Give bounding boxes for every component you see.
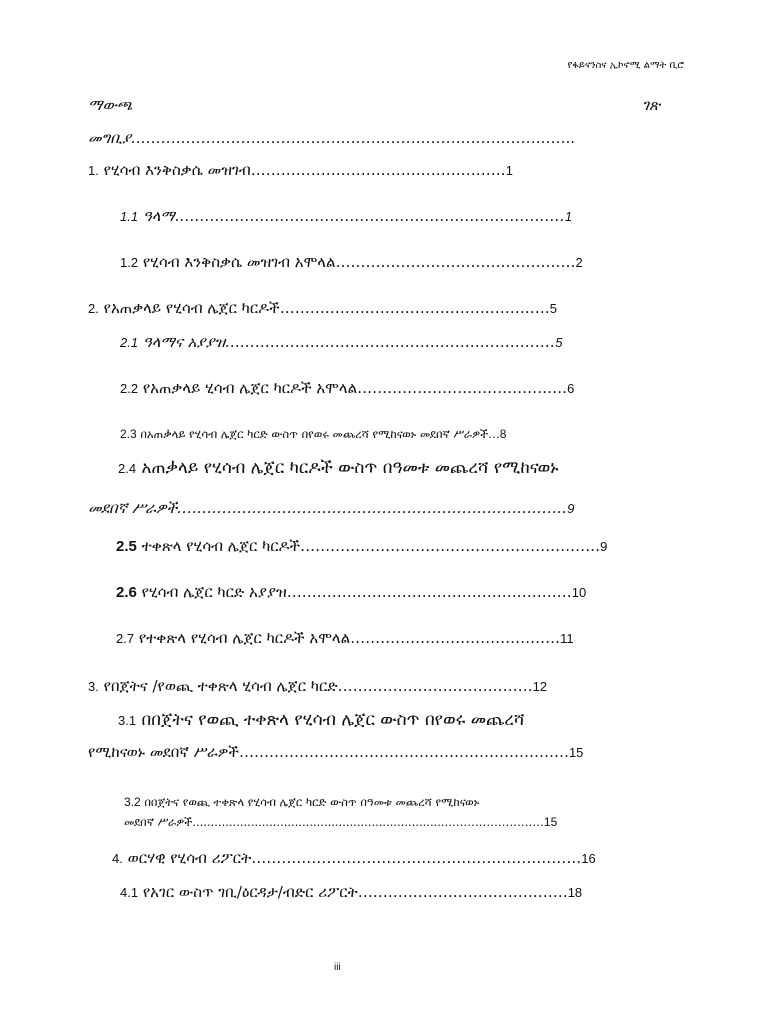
toc-entry-number: 2.1 xyxy=(120,335,139,350)
toc-entry-number: 2. xyxy=(88,301,99,316)
toc-entry-title: የሚከናወኑ መደበኛ ሥራዎች xyxy=(88,743,239,761)
toc-entry-2-4-continued xyxy=(88,498,574,519)
toc-leader-dots: …………………………………………………………………… xyxy=(177,499,568,517)
toc-entry-2-3 xyxy=(120,424,506,444)
toc-entry-title: የሂሳብ እንቅስቃሴ መዝገብ አሞላል xyxy=(142,253,336,271)
toc-entry-number: 1.2 xyxy=(120,255,139,270)
toc-entry-number: 1. xyxy=(88,163,99,178)
toc-entry-3-2-continued xyxy=(124,812,557,832)
toc-entry-2-1 xyxy=(120,332,563,353)
toc-entry-title: የአጠቃላይ የሂሳብ ሌጀር ካርዶች xyxy=(103,299,280,317)
toc-entry-2 xyxy=(88,298,557,319)
toc-leader-dots: ………………………………………………………… xyxy=(238,743,569,761)
toc-title: ማውጫ xyxy=(88,96,133,114)
toc-leader-dots: …………………………………… xyxy=(350,629,561,647)
toc-page-number: 5 xyxy=(555,335,563,350)
toc-entry-number: 2.2 xyxy=(120,381,139,396)
toc-leader-dots: …………………………………………………… xyxy=(300,537,601,555)
toc-leader-dots: ………………………………………………………… xyxy=(251,849,582,867)
toc-entry-2-2 xyxy=(120,378,574,399)
toc-leader-dots: …………………………………… xyxy=(357,883,568,901)
toc-entry-4-1 xyxy=(120,882,582,903)
toc-entry-3-2 xyxy=(124,792,479,812)
running-header: የፋይናንስና ኢኮኖሚ ልማት ቢሮ xyxy=(567,60,684,71)
toc-page-number: 2 xyxy=(575,255,583,270)
toc-entry-2-6 xyxy=(116,582,586,603)
toc-entry-1-2 xyxy=(120,252,583,273)
toc-entry-number: 1.1 xyxy=(120,209,139,224)
toc-entry-intro: መግቢያ…………………………………………………………………………….. xyxy=(88,129,576,147)
toc-entry-title: የሂሳብ ሌጀር ካርድ አያያዝ xyxy=(141,583,287,601)
toc-entry-title: በበጀትና የወጪ ተቀጽላ የሂሳብ ሌጀር ካርድ ውስጥ በዓመቱ መጨረሻ የሚከናወኑ xyxy=(144,795,480,809)
toc-entry-title: በበጀትና የወጪ ተቀጽላ የሂሳብ ሌጀር ውስጥ በየወሩ መጨረሻ xyxy=(141,710,525,730)
toc-page-column-label: ገጽ xyxy=(642,96,660,114)
toc-entry-2-5 xyxy=(116,536,607,557)
toc-entry-title: መደበኛ ሥራዎች xyxy=(124,815,193,829)
toc-leader-dots: ………………………………………………… xyxy=(286,583,572,601)
toc-entry-number: 3. xyxy=(88,679,99,694)
toc-leader-dots: ………………………………………… xyxy=(335,253,576,271)
toc-page-number: 12 xyxy=(532,679,548,694)
toc-entry-1 xyxy=(88,160,513,181)
toc-page-number: 15 xyxy=(568,745,584,760)
toc-entry-number: 2.6 xyxy=(116,584,137,601)
toc-entry-2-4 xyxy=(118,458,559,479)
toc-entry-1-1 xyxy=(120,206,572,227)
toc-leader-dots: …………………………………… xyxy=(357,379,568,397)
toc-page-number: 1 xyxy=(564,209,573,224)
toc-entry-3-1 xyxy=(118,710,524,731)
toc-leader-dots: ………………………………………………………… xyxy=(225,333,556,351)
toc-entry-2-7 xyxy=(116,628,574,649)
toc-entry-3 xyxy=(88,676,547,697)
toc-entry-title: ወርሃዊ የሂሳብ ሪፖርት xyxy=(127,849,252,867)
toc-entry-number: 3.2 xyxy=(124,795,141,809)
toc-entry-number: 4.1 xyxy=(120,885,139,900)
toc-leader-dots: …………………………………………………………………… xyxy=(174,207,565,225)
toc-page-number: 9 xyxy=(567,501,575,516)
toc-entry-title: የአገር ውስጥ ገቢ/ዕርዳታ/ብድር ሪፖርት xyxy=(142,883,358,901)
toc-entry-title: መደበኛ ሥራዎች xyxy=(88,499,178,517)
toc-entry-number: 2.3 xyxy=(120,427,137,441)
toc-page-number: 1 xyxy=(505,163,514,178)
toc-page-number: 8 xyxy=(499,427,507,441)
toc-entry-number: 2.4 xyxy=(118,461,137,476)
toc-page-number: 11 xyxy=(560,631,574,646)
toc-leader-dots: … xyxy=(488,427,500,441)
toc-entry-4 xyxy=(112,848,596,869)
toc-page-number: 15 xyxy=(543,815,558,829)
toc-entry-title: የተቀጽላ የሂሳብ ሌጀር ካርዶች አሞላል xyxy=(138,629,351,647)
toc-entry-number: 3.1 xyxy=(118,713,137,728)
toc-entry-number: 2.7 xyxy=(116,631,135,646)
toc-entry-number: 2.5 xyxy=(116,538,137,555)
toc-page-number: 16 xyxy=(581,851,596,866)
toc-page-number: 6 xyxy=(567,381,575,396)
toc-entry-3-1-continued xyxy=(88,742,583,763)
toc-leader-dots: …………………………………………… xyxy=(250,161,506,179)
toc-leader-dots: .......................................................................…………………… xyxy=(192,815,544,829)
toc-entry-title: ዓላማና አያያዝ xyxy=(142,333,226,351)
toc-page-number: 9 xyxy=(600,539,608,554)
toc-page-number: 5 xyxy=(549,301,557,316)
toc-entry-title: ዓላማ xyxy=(142,207,175,225)
toc-entry-title: ተቀጽላ የሂሳብ ሌጀር ካርዶች xyxy=(141,537,301,555)
toc-entry-title: የበጀትና /የወጪ ተቀጽላ ሂሳብ ሌጀር ካርድ xyxy=(103,677,338,695)
toc-leader-dots: ……………………………………………… xyxy=(279,299,550,317)
toc-entry-title: የአጠቃላይ ሂሳብ ሌጀር ካርዶች አሞላል xyxy=(142,379,358,397)
toc-entry-title: የሂሳብ እንቅስቃሴ መዝገብ xyxy=(103,161,251,179)
toc-page-number: 10 xyxy=(571,585,587,600)
toc-page-number: 18 xyxy=(567,885,583,900)
page-number-footer: iii xyxy=(334,962,341,973)
toc-entry-title: አጠቃላይ የሂሳብ ሌጀር ካርዶች ውስጥ በዓመቱ መጨረሻ የሚከናወኑ xyxy=(141,458,559,478)
toc-entry-number: 4. xyxy=(112,851,123,866)
toc-leader-dots: ………………………………… xyxy=(337,677,533,695)
toc-entry-title: በአጠቃላይ የሂሳብ ሌጀር ካርድ ውስጥ በየወሩ መጨረሻ የሚከናወኑ መደበኛ ሥራዎች xyxy=(140,427,489,441)
